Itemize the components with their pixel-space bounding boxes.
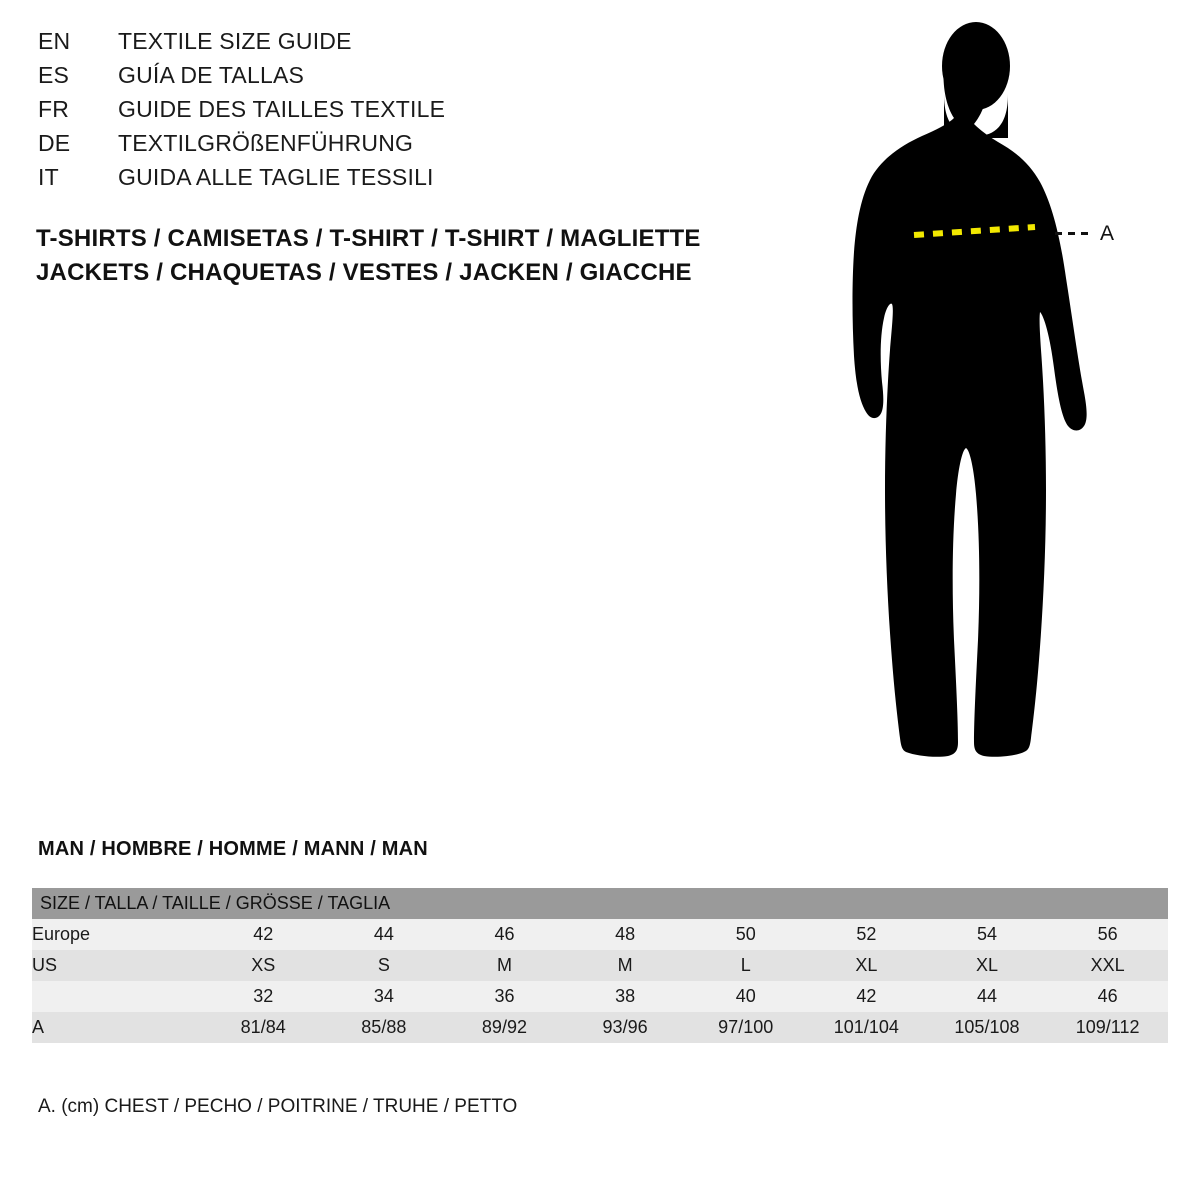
size-table: [32, 888, 1168, 1043]
cell-value: S: [324, 950, 445, 981]
language-row: [38, 62, 738, 96]
cell-value: 40: [685, 981, 806, 1012]
cell-value: 93/96: [565, 1012, 686, 1043]
cell-value: 56: [1047, 919, 1168, 950]
category-tshirts: T-SHIRTS / CAMISETAS / T-SHIRT / T-SHIRT / MAGLIETTE: [36, 225, 701, 252]
cell-value: 85/88: [324, 1012, 445, 1043]
language-row: [38, 164, 738, 198]
language-code: IT: [38, 164, 59, 190]
language-list: [38, 28, 738, 198]
head-shape: [942, 22, 1010, 110]
language-row: [38, 96, 738, 130]
cell-value: 42: [203, 919, 324, 950]
cell-value: 48: [565, 919, 686, 950]
category-headings: [36, 222, 756, 290]
row-label: Europe: [32, 919, 203, 950]
cell-value: M: [444, 950, 565, 981]
cell-value: 54: [927, 919, 1048, 950]
language-text: GUIDA ALLE TAGLIE TESSILI: [118, 164, 434, 190]
cell-value: 50: [685, 919, 806, 950]
table-group-title: MAN / HOMBRE / HOMME / MANN / MAN: [38, 838, 428, 860]
body-silhouette-figure: [840, 20, 1170, 790]
cell-value: 36: [444, 981, 565, 1012]
language-code: FR: [38, 96, 70, 122]
cell-value: M: [565, 950, 686, 981]
silhouette-graphic: [840, 20, 1170, 790]
cell-value: 101/104: [806, 1012, 927, 1043]
cell-value: L: [685, 950, 806, 981]
language-text: GUÍA DE TALLAS: [118, 62, 305, 88]
measure-leader-line: [1055, 232, 1091, 235]
category-jackets: JACKETS / CHAQUETAS / VESTES / JACKEN / GIACCHE: [36, 259, 692, 286]
cell-value: 42: [806, 981, 927, 1012]
cell-value: 81/84: [203, 1012, 324, 1043]
row-label: US: [32, 950, 203, 981]
language-row: [38, 130, 738, 164]
cell-value: 44: [927, 981, 1048, 1012]
cell-value: 46: [1047, 981, 1168, 1012]
table-row: [32, 950, 1168, 981]
cell-value: 44: [324, 919, 445, 950]
cell-value: XS: [203, 950, 324, 981]
table-row: [32, 981, 1168, 1012]
cell-value: 97/100: [685, 1012, 806, 1043]
cell-value: 46: [444, 919, 565, 950]
cell-value: XXL: [1047, 950, 1168, 981]
table-row: [32, 1012, 1168, 1043]
cell-value: XL: [806, 950, 927, 981]
language-code: DE: [38, 130, 71, 156]
cell-value: 38: [565, 981, 686, 1012]
measure-label-a: A: [1100, 222, 1115, 245]
language-text: GUIDE DES TAILLES TEXTILE: [118, 96, 446, 122]
cell-value: 105/108: [927, 1012, 1048, 1043]
table-footnote: A. (cm) CHEST / PECHO / POITRINE / TRUHE / PETTO: [38, 1096, 518, 1117]
language-code: ES: [38, 62, 70, 88]
language-text: TEXTILGRÖßENFÜHRUNG: [118, 130, 414, 156]
cell-value: 109/112: [1047, 1012, 1168, 1043]
cell-value: XL: [927, 950, 1048, 981]
language-text: TEXTILE SIZE GUIDE: [118, 28, 352, 54]
cell-value: 34: [324, 981, 445, 1012]
cell-value: 89/92: [444, 1012, 565, 1043]
language-row: [38, 28, 738, 62]
table-header-label: SIZE / TALLA / TAILLE / GRÖSSE / TAGLIA: [32, 888, 1168, 919]
cell-value: 32: [203, 981, 324, 1012]
cell-value: 52: [806, 919, 927, 950]
table-header-row: [32, 888, 1168, 919]
row-label: A: [32, 1012, 203, 1043]
table-row: [32, 919, 1168, 950]
language-code: EN: [38, 28, 71, 54]
row-label: [32, 981, 203, 1012]
